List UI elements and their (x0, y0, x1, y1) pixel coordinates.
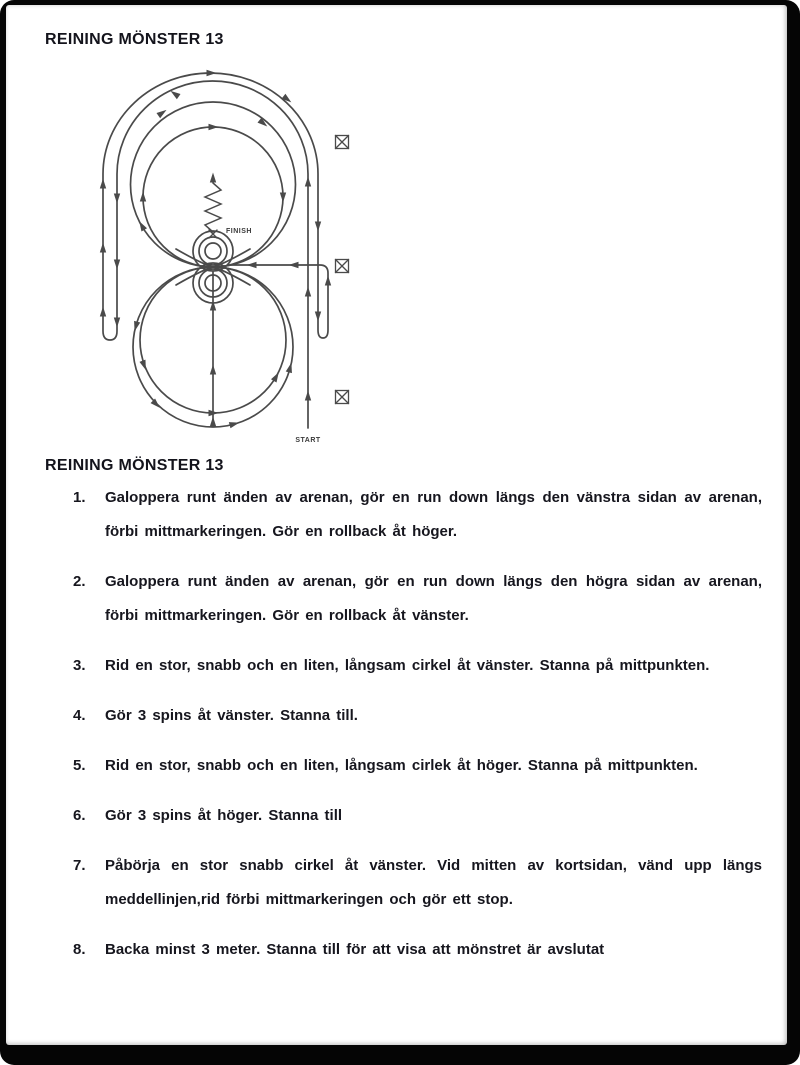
start-label: START (295, 437, 321, 444)
item-text: Gör 3 spins åt vänster. Stanna till. (105, 707, 358, 724)
list-item (45, 749, 762, 783)
page-title: REINING MÖNSTER 13 (45, 31, 224, 48)
upper-small-circle (143, 127, 283, 267)
list-item (45, 933, 762, 967)
arena-marker-icon-top (336, 136, 349, 149)
item-text: Påbörja en stor snabb cirkel åt vänster. Vid mitten av kortsidan, vänd upp längs meddellinjen,rid förbi mittmarkeringen och gör ett stop. (105, 857, 762, 908)
list-item (45, 849, 762, 917)
item-number: 2. (73, 573, 86, 590)
document-page (6, 5, 787, 1045)
item-text: Galoppera runt änden av arenan, gör en run down längs den vänstra sidan av arenan, förbi mittmarkeringen. Gör en rollback åt höger. (105, 489, 762, 540)
finish-label: FINISH (226, 228, 252, 235)
list-item (45, 699, 762, 733)
arena-marker-icon-middle (336, 260, 349, 273)
direction-arrows (100, 70, 331, 428)
item-text: Backa minst 3 meter. Stanna till för att visa att mönstret är avslutat (105, 941, 605, 958)
spin-rings-upper (193, 231, 233, 271)
pattern-paths (103, 73, 349, 428)
instruction-list (45, 481, 762, 983)
item-text: Rid en stor, snabb och en liten, långsam cirkel åt vänster. Stanna på mittpunkten. (105, 657, 710, 674)
item-text: Rid en stor, snabb och en liten, långsam cirlek åt höger. Stanna på mittpunkten. (105, 757, 698, 774)
list-item (45, 481, 762, 549)
backup-zigzag (205, 179, 221, 232)
reining-pattern-diagram (80, 66, 370, 451)
item-number: 1. (73, 489, 86, 506)
item-text: Gör 3 spins åt höger. Stanna till (105, 807, 343, 824)
item-text: Galoppera runt änden av arenan, gör en run down längs den högra sidan av arenan, förbi mittmarkeringen. Gör en rollback åt vänster. (105, 573, 762, 624)
item-number: 3. (73, 657, 86, 674)
pattern-diagram-container (80, 66, 370, 451)
item-number: 4. (73, 707, 86, 724)
list-item (45, 649, 762, 683)
item-number: 6. (73, 807, 86, 824)
arena-marker-icon-bottom (336, 391, 349, 404)
list-item (45, 565, 762, 633)
item-number: 5. (73, 757, 86, 774)
list-item (45, 799, 762, 833)
item-number: 7. (73, 857, 86, 874)
item-number: 8. (73, 941, 86, 958)
section-heading: REINING MÖNSTER 13 (45, 457, 224, 474)
